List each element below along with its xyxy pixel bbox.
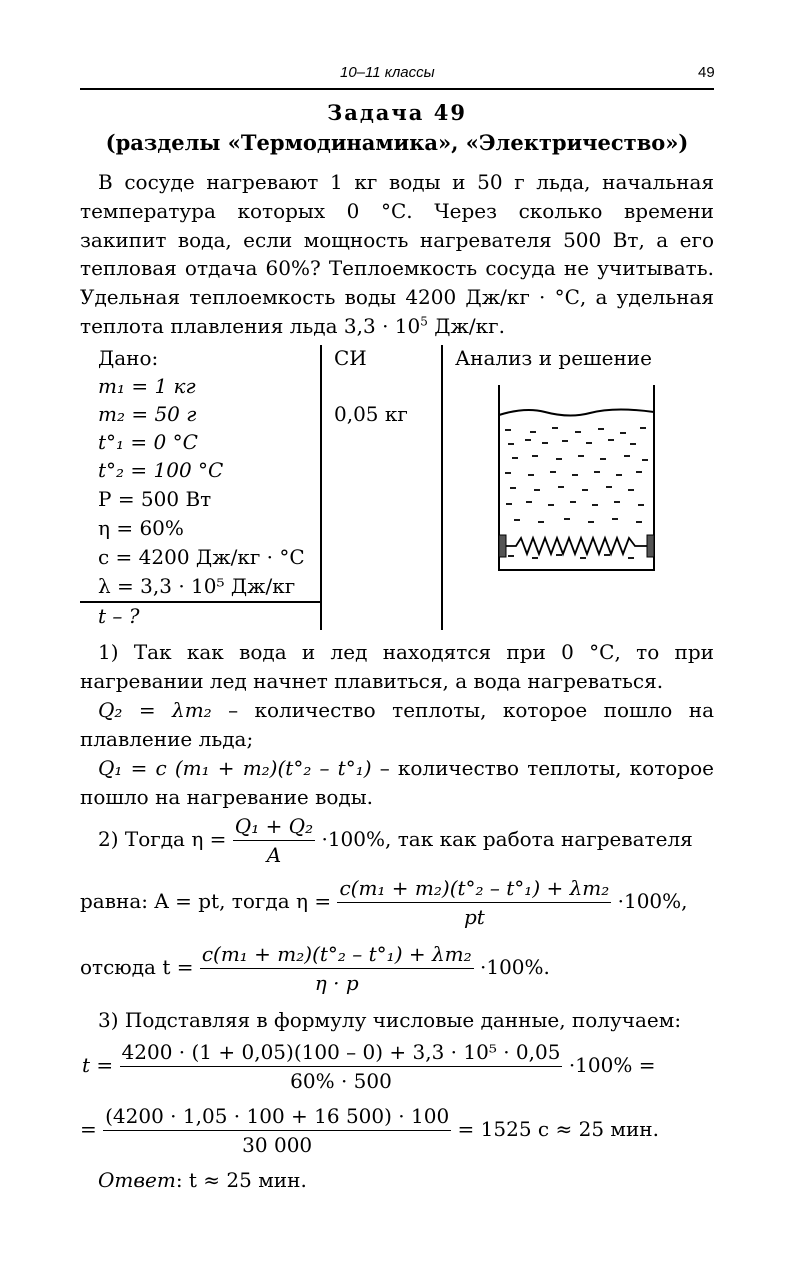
step2b-numerator: c(m₁ + m₂)(t°₂ – t°₁) + λm₂ (337, 876, 611, 903)
calc1-suffix: ·100% = (568, 1053, 656, 1077)
given-item: c = 4200 Дж/кг · °С (98, 545, 305, 569)
step2c-equation (80, 942, 550, 995)
calc2-numerator: (4200 · 1,05 · 100 + 16 500) · 100 (103, 1104, 451, 1131)
step2c-fraction (200, 942, 474, 995)
step3-text: 3) Подставляя в формулу числовые данные, получаем: (98, 1008, 682, 1032)
step2-suffix: ·100%, так как работа нагревателя (321, 827, 693, 851)
calc2-prefix: = (80, 1117, 97, 1141)
given-item: m₂ = 50 г (98, 402, 197, 426)
vessel-diagram (490, 380, 660, 575)
answer-text: : t ≈ 25 мин. (175, 1168, 307, 1192)
problem-text: В сосуде нагревают 1 кг воды и 50 г льда, начальная температура которых 0 °С. Через сколько времени закипит вода, если мощность нагревателя 500 Вт, а его тепловая отдача 60%? Теплоемкость сосуда не учитывать. Удельная теплоемкость воды 4200 Дж/кг · °С, а удельная теплота плавления льда 3,3 · 10 (80, 170, 714, 338)
heater-left-terminal (499, 535, 506, 557)
solution-step-3 (80, 1006, 714, 1035)
si-header: СИ (334, 346, 367, 370)
problem-exponent: 5 (420, 314, 428, 329)
step2c-denominator: η · p (314, 971, 359, 995)
calc2-equation (80, 1104, 659, 1157)
water-dashes (505, 428, 648, 558)
calc1-equation (82, 1040, 655, 1093)
si-value: 0,05 кг (334, 402, 408, 426)
step2-numerator: Q₁ + Q₂ (233, 814, 315, 841)
analysis-header: Анализ и решение (455, 346, 652, 370)
calc2-fraction (103, 1104, 451, 1157)
given-item: η = 60% (98, 516, 184, 540)
step2b-prefix: равна: A = pt, тогда η = (80, 889, 332, 913)
header-rule (80, 88, 714, 90)
step2b-denominator: pt (463, 905, 485, 929)
answer-line (98, 1168, 307, 1192)
water-surface (499, 409, 654, 415)
given-item: λ = 3,3 · 10⁵ Дж/кг (98, 574, 296, 598)
solution-q2 (80, 696, 714, 754)
problem-title: Задача 49 (327, 100, 467, 125)
calc1-prefix: t = (82, 1053, 114, 1077)
solution-q1 (80, 754, 714, 812)
step2b-equation (80, 876, 688, 929)
heater-right-terminal (647, 535, 654, 557)
calc1-fraction (120, 1040, 563, 1093)
page-number: 49 (698, 64, 715, 81)
step2-prefix: 2) Тогда η = (98, 827, 227, 851)
header-course: 10–11 классы (340, 64, 435, 81)
given-item: t°₂ = 100 °С (98, 458, 224, 482)
step2b-fraction (337, 876, 611, 929)
q2-text: – количество теплоты, которое пошло на плавление льда; (80, 698, 714, 751)
step2b-suffix: ·100%, (617, 889, 688, 913)
q1-text: – количество теплоты, которое пошло на нагревание воды. (80, 756, 715, 809)
given-header: Дано: (98, 346, 159, 370)
step2c-suffix: ·100%. (480, 955, 550, 979)
problem-subtitle: (разделы «Термодинамика», «Электричество») (105, 130, 689, 155)
given-item: m₁ = 1 кг (98, 374, 196, 398)
find-item: t – ? (98, 604, 140, 628)
calc1-denominator: 60% · 500 (290, 1069, 392, 1093)
step2-fraction (233, 814, 315, 867)
find-rule (80, 601, 321, 603)
step1-text: 1) Так как вода и лед находятся при 0 °С, то при нагревании лед начнет плавиться, а вода нагреваться. (80, 640, 714, 693)
step2c-numerator: c(m₁ + m₂)(t°₂ – t°₁) + λm₂ (200, 942, 474, 969)
q1-formula: Q₁ = c (m₁ + m₂)(t°₂ – t°₁) (98, 756, 372, 780)
calc2-suffix: = 1525 с ≈ 25 мин. (457, 1117, 659, 1141)
table-divider-2 (441, 345, 443, 630)
problem-tail: Дж/кг. (427, 313, 505, 338)
table-divider-1 (320, 345, 322, 630)
answer-label: Ответ (98, 1168, 176, 1192)
calc1-numerator: 4200 · (1 + 0,05)(100 – 0) + 3,3 · 10⁵ · 0,05 (120, 1040, 563, 1067)
given-item: P = 500 Вт (98, 487, 212, 511)
solution-step-1 (80, 638, 714, 696)
heater-coil (506, 538, 647, 554)
step2c-prefix: отсюда t = (80, 955, 194, 979)
calc2-denominator: 30 000 (242, 1133, 313, 1157)
q2-formula: Q₂ = λm₂ (98, 698, 212, 722)
problem-statement (80, 168, 714, 341)
step2-denominator: A (266, 843, 282, 867)
given-item: t°₁ = 0 °С (98, 430, 198, 454)
step2-equation (98, 814, 693, 867)
